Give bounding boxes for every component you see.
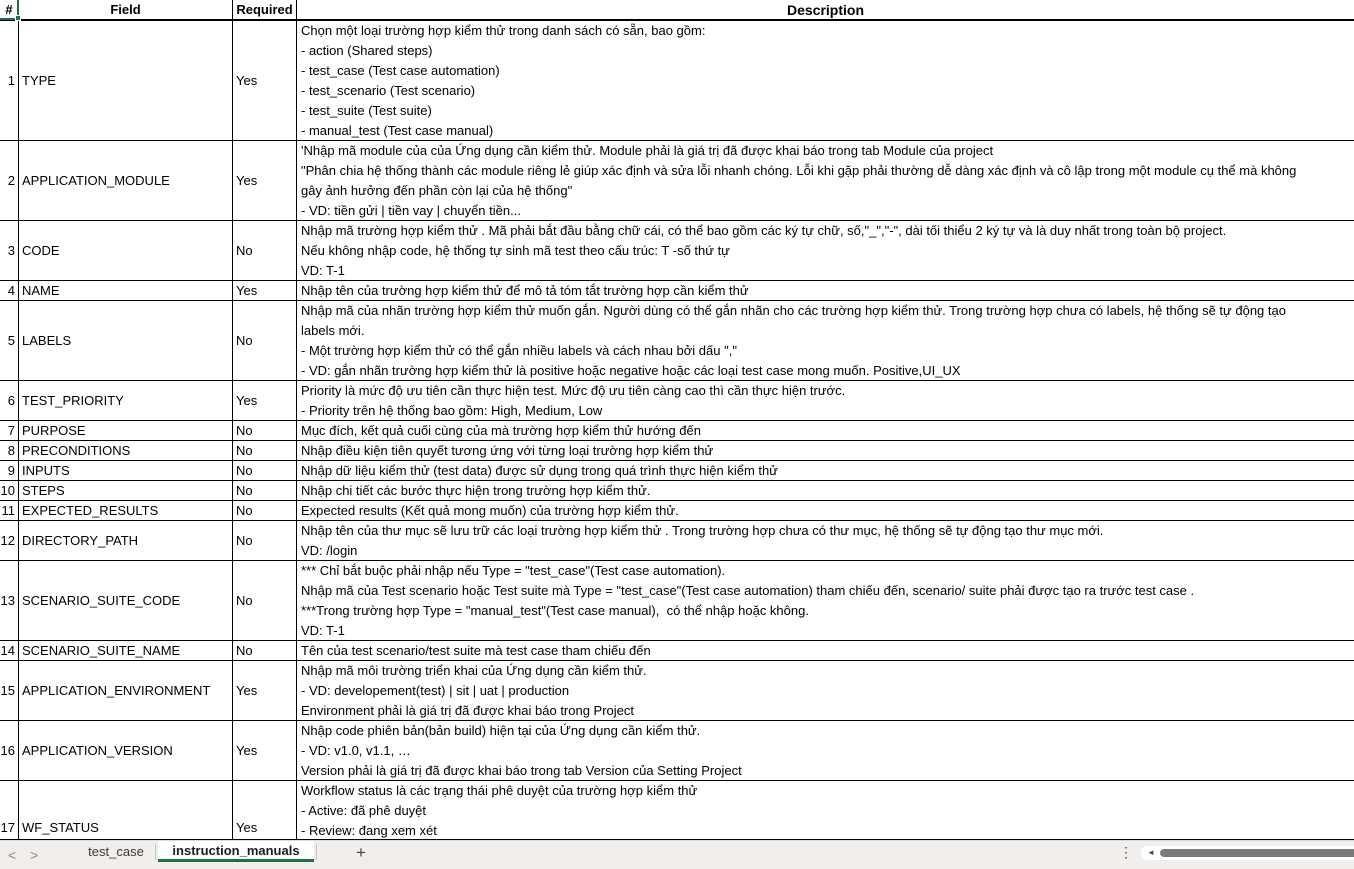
scroll-left-arrow-icon[interactable]: ◄ bbox=[1147, 848, 1155, 857]
description-cell[interactable] bbox=[297, 781, 1354, 839]
required-cell[interactable]: No bbox=[233, 521, 297, 560]
horizontal-scrollbar[interactable] bbox=[1141, 846, 1354, 860]
description-line: Mục đích, kết quả cuối cùng của mà trường hợp kiểm thử hướng đến bbox=[301, 423, 701, 438]
table-row bbox=[0, 501, 1354, 521]
description-line: gây ảnh hưởng đến phần còn lại của hệ thống" bbox=[301, 183, 573, 198]
required-cell[interactable]: Yes bbox=[233, 661, 297, 720]
description-cell[interactable] bbox=[297, 301, 1354, 380]
num-cell[interactable]: 1 bbox=[0, 21, 19, 140]
description-cell[interactable] bbox=[297, 661, 1354, 720]
description-line: "Phân chia hệ thống thành các module riêng lẻ giúp xác định và sửa lỗi nhanh chóng. Lỗi khi gặp phải thường dễ dàng xác định và cô lập trong một module cụ thể mà không bbox=[301, 163, 1297, 178]
description-line: Tên của test scenario/test suite mà test case tham chiếu đến bbox=[301, 643, 651, 658]
selection-fill-handle[interactable] bbox=[15, 15, 21, 21]
description-line: Environment phải là giá trị đã được khai báo trong Project bbox=[301, 703, 635, 718]
field-cell[interactable]: TEST_PRIORITY bbox=[19, 381, 233, 420]
description-line: - VD: tiền gửi | tiền vay | chuyển tiền... bbox=[301, 203, 521, 218]
description-cell[interactable] bbox=[297, 441, 1354, 460]
description-cell[interactable] bbox=[297, 281, 1354, 300]
description-line: VD: T-1 bbox=[301, 623, 345, 638]
column-header-num[interactable]: # bbox=[0, 0, 19, 19]
required-cell[interactable]: No bbox=[233, 481, 297, 500]
num-cell[interactable]: 5 bbox=[0, 301, 19, 380]
field-cell[interactable]: PRECONDITIONS bbox=[19, 441, 233, 460]
field-cell[interactable]: NAME bbox=[19, 281, 233, 300]
description-line: Nếu không nhập code, hệ thống tự sinh mã test theo cấu trúc: T -số thứ tự bbox=[301, 243, 730, 258]
description-line: - Một trường hợp kiểm thử có thể gắn nhiều labels và cách nhau bởi dấu "," bbox=[301, 343, 737, 358]
sheet-tab-bar bbox=[0, 840, 1354, 869]
add-sheet-button[interactable]: + bbox=[356, 843, 366, 862]
description-line: Nhập mã của nhãn trường hợp kiểm thử muốn gắn. Người dùng có thể gắn nhãn cho các trường hợp kiểm thử. Trong trường hợp chưa có labels, hệ thống sẽ tự động tạo bbox=[301, 303, 1286, 318]
description-line: - manual_test (Test case manual) bbox=[301, 123, 494, 138]
description-cell[interactable] bbox=[297, 481, 1354, 500]
selection-border bbox=[0, 18, 15, 20]
required-cell[interactable]: Yes bbox=[233, 381, 297, 420]
tab-divider bbox=[155, 844, 156, 860]
table-row bbox=[0, 521, 1354, 561]
num-cell[interactable]: 4 bbox=[0, 281, 19, 300]
required-cell[interactable]: Yes bbox=[233, 21, 297, 140]
description-line: Nhập mã môi trường triển khai của Ứng dụng cần kiểm thử. bbox=[301, 663, 647, 678]
field-cell[interactable]: EXPECTED_RESULTS bbox=[19, 501, 233, 520]
required-cell[interactable]: Yes bbox=[233, 721, 297, 780]
required-cell[interactable]: No bbox=[233, 301, 297, 380]
num-cell[interactable]: 12 bbox=[0, 521, 19, 560]
table-row bbox=[0, 21, 1354, 141]
sheet-tab-test-case[interactable] bbox=[78, 841, 154, 862]
description-line: Priority là mức độ ưu tiên cần thực hiện test. Mức độ ưu tiên càng cao thì cần thực hiện trước. bbox=[301, 383, 846, 398]
description-cell[interactable] bbox=[297, 501, 1354, 520]
num-cell[interactable]: 6 bbox=[0, 381, 19, 420]
table-row bbox=[0, 721, 1354, 781]
field-cell[interactable]: STEPS bbox=[19, 481, 233, 500]
more-options-icon[interactable]: ⋮ bbox=[1119, 844, 1133, 860]
description-cell[interactable] bbox=[297, 381, 1354, 420]
description-line: VD: /login bbox=[301, 543, 358, 558]
description-line: Chọn một loại trường hợp kiểm thử trong danh sách có sẵn, bao gồm: bbox=[301, 23, 706, 38]
column-header-required[interactable]: Required bbox=[233, 0, 297, 19]
required-cell[interactable]: No bbox=[233, 561, 297, 640]
table-row bbox=[0, 641, 1354, 661]
description-line: Nhập code phiên bản(bản build) hiện tại của Ứng dụng cần kiểm thử. bbox=[301, 723, 701, 738]
description-cell[interactable] bbox=[297, 21, 1354, 140]
field-cell[interactable]: INPUTS bbox=[19, 461, 233, 480]
num-cell[interactable]: 7 bbox=[0, 421, 19, 440]
required-cell[interactable]: Yes bbox=[233, 141, 297, 220]
description-line: - VD: developement(test) | sit | uat | production bbox=[301, 683, 570, 698]
description-line: - VD: gắn nhãn trường hợp kiểm thử là positive hoặc negative hoặc các loại test case mong muốn. Positive,UI_UX bbox=[301, 363, 961, 378]
field-cell[interactable]: APPLICATION_MODULE bbox=[19, 141, 233, 220]
num-cell[interactable]: 13 bbox=[0, 561, 19, 640]
num-cell[interactable]: 10 bbox=[0, 481, 19, 500]
num-cell[interactable]: 11 bbox=[0, 501, 19, 520]
table-row bbox=[0, 461, 1354, 481]
table-body bbox=[0, 21, 1354, 840]
description-line: *** Chỉ bắt buộc phải nhập nếu Type = "test_case"(Test case automation). bbox=[301, 563, 726, 578]
description-line: Nhập tên của trường hợp kiểm thử để mô tả tóm tắt trường hợp cần kiểm thử bbox=[301, 283, 749, 298]
tab-divider bbox=[316, 844, 317, 860]
description-cell[interactable] bbox=[297, 421, 1354, 440]
sheet-nav-next-icon[interactable]: > bbox=[30, 847, 39, 863]
description-cell[interactable] bbox=[297, 561, 1354, 640]
sheet-tab-instruction-manuals[interactable] bbox=[158, 841, 314, 862]
description-line: ***Trong trường hợp Type = "manual_test"(Test case manual), có thể nhập hoặc không. bbox=[301, 603, 809, 618]
required-cell[interactable]: Yes bbox=[233, 281, 297, 300]
field-cell[interactable]: SCENARIO_SUITE_NAME bbox=[19, 641, 233, 660]
table-row bbox=[0, 301, 1354, 381]
description-line: - VD: v1.0, v1.1, … bbox=[301, 743, 411, 758]
sheet-tab-label: test_case bbox=[88, 844, 144, 859]
description-line: - test_scenario (Test scenario) bbox=[301, 83, 476, 98]
table-row bbox=[0, 441, 1354, 461]
sheet-nav-prev-icon[interactable]: < bbox=[8, 847, 17, 863]
field-cell[interactable]: WF_STATUS bbox=[19, 781, 233, 839]
sheet-tab-label: instruction_manuals bbox=[172, 842, 300, 858]
required-cell[interactable]: No bbox=[233, 461, 297, 480]
required-cell[interactable]: No bbox=[233, 441, 297, 460]
description-line: - action (Shared steps) bbox=[301, 43, 433, 58]
description-cell[interactable] bbox=[297, 721, 1354, 780]
table-row bbox=[0, 281, 1354, 301]
num-cell[interactable]: 15 bbox=[0, 661, 19, 720]
description-line: Nhập tên của thư mục sẽ lưu trữ các loại trường hợp kiểm thử . Trong trường hợp chưa có thư mục, hệ thống sẽ tự động tạo thư mục mới. bbox=[301, 523, 1104, 538]
description-line: Nhập dữ liệu kiểm thử (test data) được sử dụng trong quá trình thực hiện kiểm thử bbox=[301, 463, 778, 478]
description-line: - Priority trên hệ thống bao gồm: High, Medium, Low bbox=[301, 403, 603, 418]
description-line: Version phải là giá trị đã được khai báo trong tab Version của Setting Project bbox=[301, 763, 742, 778]
description-line: - Active: đã phê duyệt bbox=[301, 803, 427, 818]
num-cell[interactable]: 9 bbox=[0, 461, 19, 480]
required-cell[interactable]: Yes bbox=[233, 781, 297, 839]
num-cell[interactable]: 14 bbox=[0, 641, 19, 660]
description-line: - test_suite (Test suite) bbox=[301, 103, 432, 118]
table-row bbox=[0, 561, 1354, 641]
description-line: Nhập chi tiết các bước thực hiện trong trường hợp kiểm thử. bbox=[301, 483, 651, 498]
num-cell[interactable]: 3 bbox=[0, 221, 19, 280]
field-cell[interactable]: PURPOSE bbox=[19, 421, 233, 440]
description-cell[interactable] bbox=[297, 221, 1354, 280]
description-line: Nhập mã trường hợp kiểm thử . Mã phải bắt đầu bằng chữ cái, có thể bao gồm các ký tự chữ, số,"_","-", dài tối thiểu 2 ký tự và là duy nhất trong toàn bộ project. bbox=[301, 223, 1227, 238]
description-cell[interactable] bbox=[297, 141, 1354, 220]
description-line: Expected results (Kết quả mong muốn) của trường hợp kiểm thử. bbox=[301, 503, 679, 518]
description-line: Nhập điều kiện tiên quyết tương ứng với từng loại trường hợp kiểm thử bbox=[301, 443, 714, 458]
table-row bbox=[0, 421, 1354, 441]
field-cell[interactable]: CODE bbox=[19, 221, 233, 280]
description-line: VD: T-1 bbox=[301, 263, 345, 278]
num-cell[interactable]: 2 bbox=[0, 141, 19, 220]
table-row bbox=[0, 781, 1354, 840]
num-cell[interactable]: 17 bbox=[0, 781, 19, 839]
table-row bbox=[0, 221, 1354, 281]
column-header-field[interactable]: Field bbox=[19, 0, 233, 19]
required-cell[interactable]: No bbox=[233, 641, 297, 660]
description-cell[interactable] bbox=[297, 521, 1354, 560]
field-cell[interactable]: SCENARIO_SUITE_CODE bbox=[19, 561, 233, 640]
field-cell[interactable]: APPLICATION_ENVIRONMENT bbox=[19, 661, 233, 720]
num-cell[interactable]: 8 bbox=[0, 441, 19, 460]
description-line: Workflow status là các trạng thái phê duyệt của trường hợp kiểm thử bbox=[301, 783, 698, 798]
table-row bbox=[0, 141, 1354, 221]
description-line: - Review: đang xem xét bbox=[301, 823, 437, 838]
required-cell[interactable]: No bbox=[233, 501, 297, 520]
field-cell[interactable]: DIRECTORY_PATH bbox=[19, 521, 233, 560]
field-cell[interactable]: APPLICATION_VERSION bbox=[19, 721, 233, 780]
field-cell[interactable]: LABELS bbox=[19, 301, 233, 380]
field-cell[interactable]: TYPE bbox=[19, 21, 233, 140]
required-cell[interactable]: No bbox=[233, 221, 297, 280]
header-row bbox=[0, 0, 1354, 21]
description-line: 'Nhập mã module của của Ứng dụng cần kiểm thử. Module phải là giá trị đã được khai báo trong tab Module của project bbox=[301, 143, 994, 158]
description-line: labels mới. bbox=[301, 323, 365, 338]
num-cell[interactable]: 16 bbox=[0, 721, 19, 780]
required-cell[interactable]: No bbox=[233, 421, 297, 440]
description-line: Nhập mã của Test scenario hoặc Test suite mà Type = "test_case"(Test case automation) tham chiếu đến, scenario/ suite phải được tạo ra trước test case . bbox=[301, 583, 1195, 598]
description-cell[interactable] bbox=[297, 641, 1354, 660]
table-row bbox=[0, 381, 1354, 421]
description-line: - test_case (Test case automation) bbox=[301, 63, 500, 78]
table-row bbox=[0, 481, 1354, 501]
description-cell[interactable] bbox=[297, 461, 1354, 480]
column-header-description[interactable]: Description bbox=[786, 1, 864, 18]
scrollbar-thumb[interactable] bbox=[1160, 849, 1354, 857]
table-row bbox=[0, 661, 1354, 721]
